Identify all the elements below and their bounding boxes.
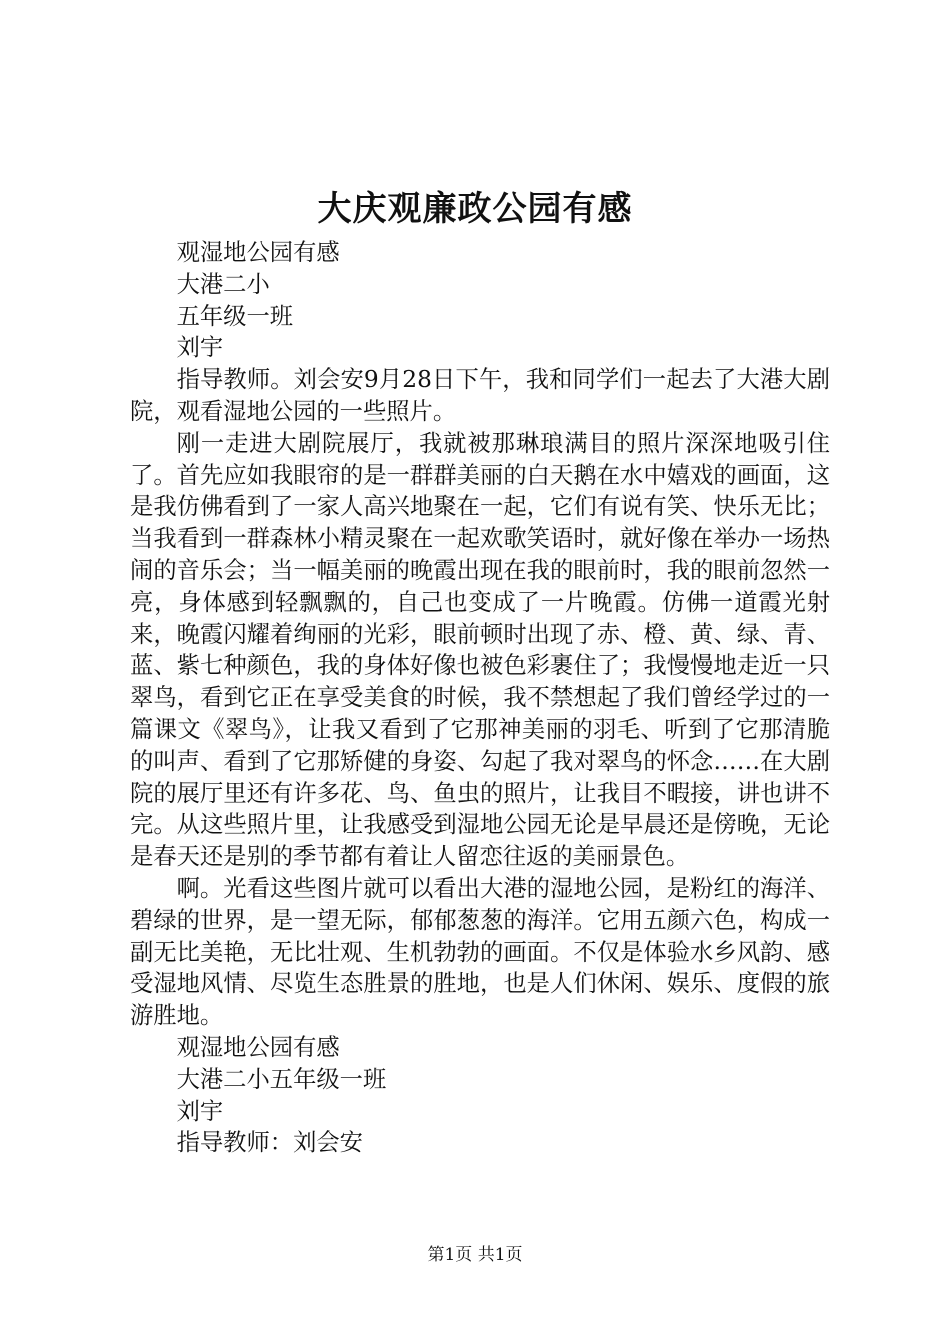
document-title: 大庆观廉政公园有感	[317, 189, 633, 229]
paragraph-author: 刘宇	[176, 334, 224, 362]
paragraph-conclusion: 啊。光看这些图片就可以看出大港的湿地公园，是粉红的海洋、碧绿的世界，是一望无际，郁郁葱葱的海洋。它用五颜六色，构成一副无比美艳，无比壮观、生机勃勃的画面。不仅是体验水乡风韵、感受湿地风情、尽览生态胜景的胜地，也是人们休闲、娱乐、度假的旅游胜地。	[130, 874, 830, 1030]
document-body	[130, 237, 830, 1159]
page-footer: 第1页 共1页	[427, 1245, 523, 1265]
paragraph-heading: 观湿地公园有感	[176, 239, 340, 266]
paragraph-main: 刚一走进大剧院展厅，我就被那琳琅满目的照片深深地吸引住了。首先应如我眼帘的是一群群美丽的白天鹅在水中嬉戏的画面，这是我仿佛看到了一家人高兴地聚在一起，它们有说有笑、快乐无比；当我看到一群森林小精灵聚在一起欢歌笑语时，就好像在举办一场热闹的音乐会；当一幅美丽的晚霞出现在我的眼前时，我的眼前忽然一亮，身体感到轻飘飘的，自己也变成了一片晚霞。仿佛一道霞光射来，晚霞闪耀着绚丽的光彩，眼前顿时出现了赤、橙、黄、绿、青、蓝、紫七种颜色，我的身体好像也被色彩裹住了；我慢慢地走近一只翠鸟，看到它正在享受美食的时候，我不禁想起了我们曾经学过的一篇课文《翠鸟》，让我又看到了它那神美丽的羽毛、听到了它那清脆的叫声、看到了它那矫健的身姿、勾起了我对翠鸟的怀念……在大剧院的展厅里还有许多花、鸟、鱼虫的照片，让我目不暇接，讲也讲不完。从这些照片里，让我感受到湿地公园无论是早晨还是傍晚，无论是春天还是别的季节都有着让人留恋往返的美丽景色。	[130, 429, 830, 871]
paragraph-repeat-author: 刘宇	[176, 1097, 224, 1125]
paragraph-school: 大港二小	[176, 270, 270, 298]
paragraph-repeat-school-class: 大港二小五年级一班	[176, 1065, 387, 1093]
paragraph-repeat-heading: 观湿地公园有感	[176, 1033, 340, 1061]
paragraph-repeat-teacher: 指导教师：刘会安	[176, 1129, 363, 1157]
paragraph-class: 五年级一班	[176, 302, 294, 330]
paragraph-intro: 指导教师。刘会安9月28日下午，我和同学们一起去了大港大剧院，观看湿地公园的一些照片。	[130, 366, 830, 425]
